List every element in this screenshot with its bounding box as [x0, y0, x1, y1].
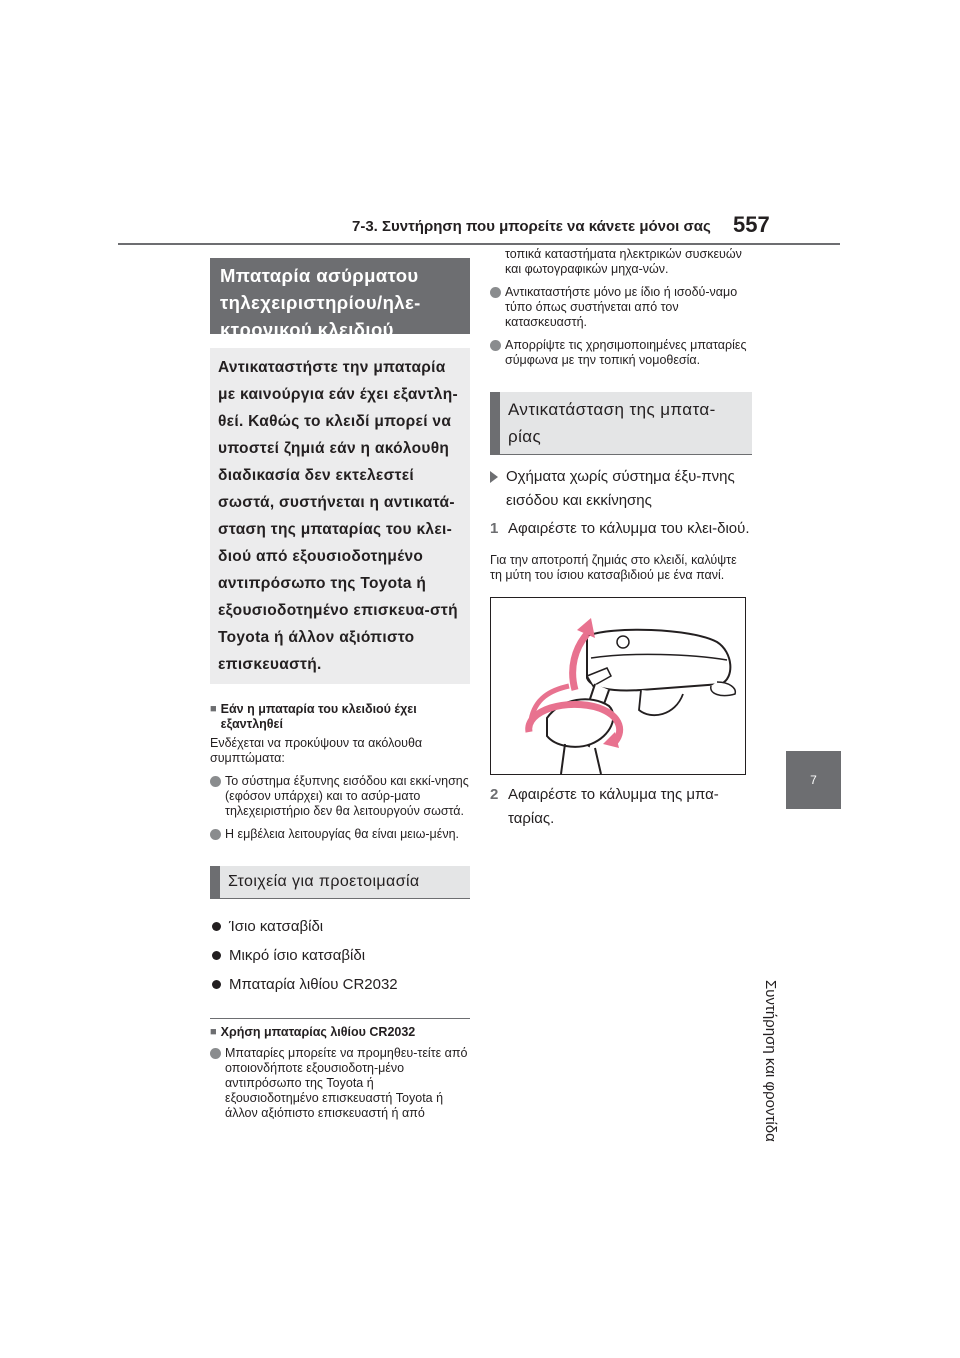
- bullet-dot-icon: [212, 922, 221, 931]
- step-number: 1: [490, 520, 499, 537]
- list-item: Μικρό ίσιο κατσαβίδι: [210, 946, 470, 965]
- list-item: Αντικαταστήστε μόνο με ίδιο ή ισοδύ-ναμο τύπο όπως συστήνεται από τον κατασκευαστή.: [490, 285, 752, 330]
- cr2032-heading: ■ Χρήση μπαταρίας λιθίου CR2032: [210, 1025, 416, 1039]
- bullet-dot-icon: [212, 951, 221, 960]
- list-item: Η εμβέλεια λειτουργίας θα είναι μειω-μένη.: [210, 827, 470, 842]
- key-cover-illustration: [490, 597, 746, 775]
- depleted-intro: Ενδέχεται να προκύψουν τα ακόλουθα συμπτώματα:: [210, 736, 423, 765]
- header-rule: [118, 243, 840, 245]
- bullet-dot-icon: [212, 980, 221, 989]
- bullet-dot-icon: [210, 1048, 221, 1059]
- triangle-bullet-icon: [490, 471, 498, 483]
- section-title: 7-3. Συντήρηση που μπορείτε να κάνετε μόνοι σας: [352, 218, 711, 235]
- left-column: [210, 258, 470, 1121]
- bullet-dot-icon: [210, 776, 221, 787]
- chapter-tab: 7: [786, 751, 841, 809]
- caution-note: Για την αποτροπή ζημιάς στο κλειδί, καλύψτε τη μύτη του ίσιου κατσαβιδιού με ένα πανί.: [490, 553, 737, 582]
- replace-section-title: Αντικατάσταση της μπατα-ρίας: [490, 392, 752, 455]
- square-bullet-icon: ■: [210, 1026, 217, 1038]
- battery-section-title: Μπαταρία ασύρματου τηλεχειριστηρίου/ηλε-κτρονικού κλειδιού: [210, 258, 470, 334]
- depleted-heading: ■ Εάν η μπαταρία του κλειδιού έχει εξαντληθεί: [210, 702, 417, 731]
- right-column: [490, 247, 752, 831]
- list-item: Απορρίψτε τις χρησιμοποιημένες μπαταρίες σύμφωνα με την τοπική νομοθεσία.: [490, 338, 752, 368]
- page-number: 557: [733, 212, 770, 237]
- key-screwdriver-illustration: [491, 598, 745, 774]
- step-1: 1 Αφαιρέστε το κάλυμμα του κλει-διού.: [490, 517, 752, 541]
- list-item: Ίσιο κατσαβίδι: [210, 917, 470, 936]
- bullet-dot-icon: [490, 340, 501, 351]
- warning-box: Αντικαταστήστε την μπαταρία με καινούργια εάν έχει εξαντλη-θεί. Καθώς το κλειδί μπορεί να υποστεί ζημιά εάν η ακόλουθη διαδικασία δεν εκτελεστεί σωστά, συστήνεται η αντικατά-σταση της μπαταρίας του κλει-διού από εξουσιοδοτημένο αντιπρόσωπο της Toyota ή εξουσιοδοτημένο επισκευα-στή Toyota ή άλλον αξιόπιστο επισκευαστή.: [210, 348, 470, 684]
- bullet-dot-icon: [210, 829, 221, 840]
- list-item: Μπαταρίες μπορείτε να προμηθευ-τείτε από οποιονδήποτε εξουσιοδοτη-μένο αντιπρόσωπο της Toyota ή εξουσιοδοτημένο επισκευαστή Toyota ή άλλον αξιόπιστο επισκευαστή ή από: [210, 1046, 470, 1121]
- bullet-dot-icon: [490, 287, 501, 298]
- continued-text: τοπικά καταστήματα ηλεκτρικών συσκευών και φωτογραφικών μηχα-νών.: [505, 247, 742, 276]
- square-bullet-icon: ■: [210, 703, 217, 715]
- list-item: Το σύστημα έξυπνης εισόδου και εκκί-νησης (εφόσον υπάρχει) και το ασύρ-ματο τηλεχειριστήριο δεν θα λειτουργούν σωστά.: [210, 774, 470, 819]
- step-number: 2: [490, 786, 499, 803]
- prep-section-title: Στοιχεία για προετοιμασία: [210, 866, 470, 899]
- chapter-title: Συντήρηση και φροντίδα: [762, 980, 779, 1142]
- condition-item: Οχήματα χωρίς σύστημα έξυ-πνης εισόδου και εκκίνησης: [490, 465, 752, 513]
- list-item: Μπαταρία λιθίου CR2032: [210, 975, 470, 994]
- step-2: 2 Αφαιρέστε το κάλυμμα της μπα-ταρίας.: [490, 783, 752, 831]
